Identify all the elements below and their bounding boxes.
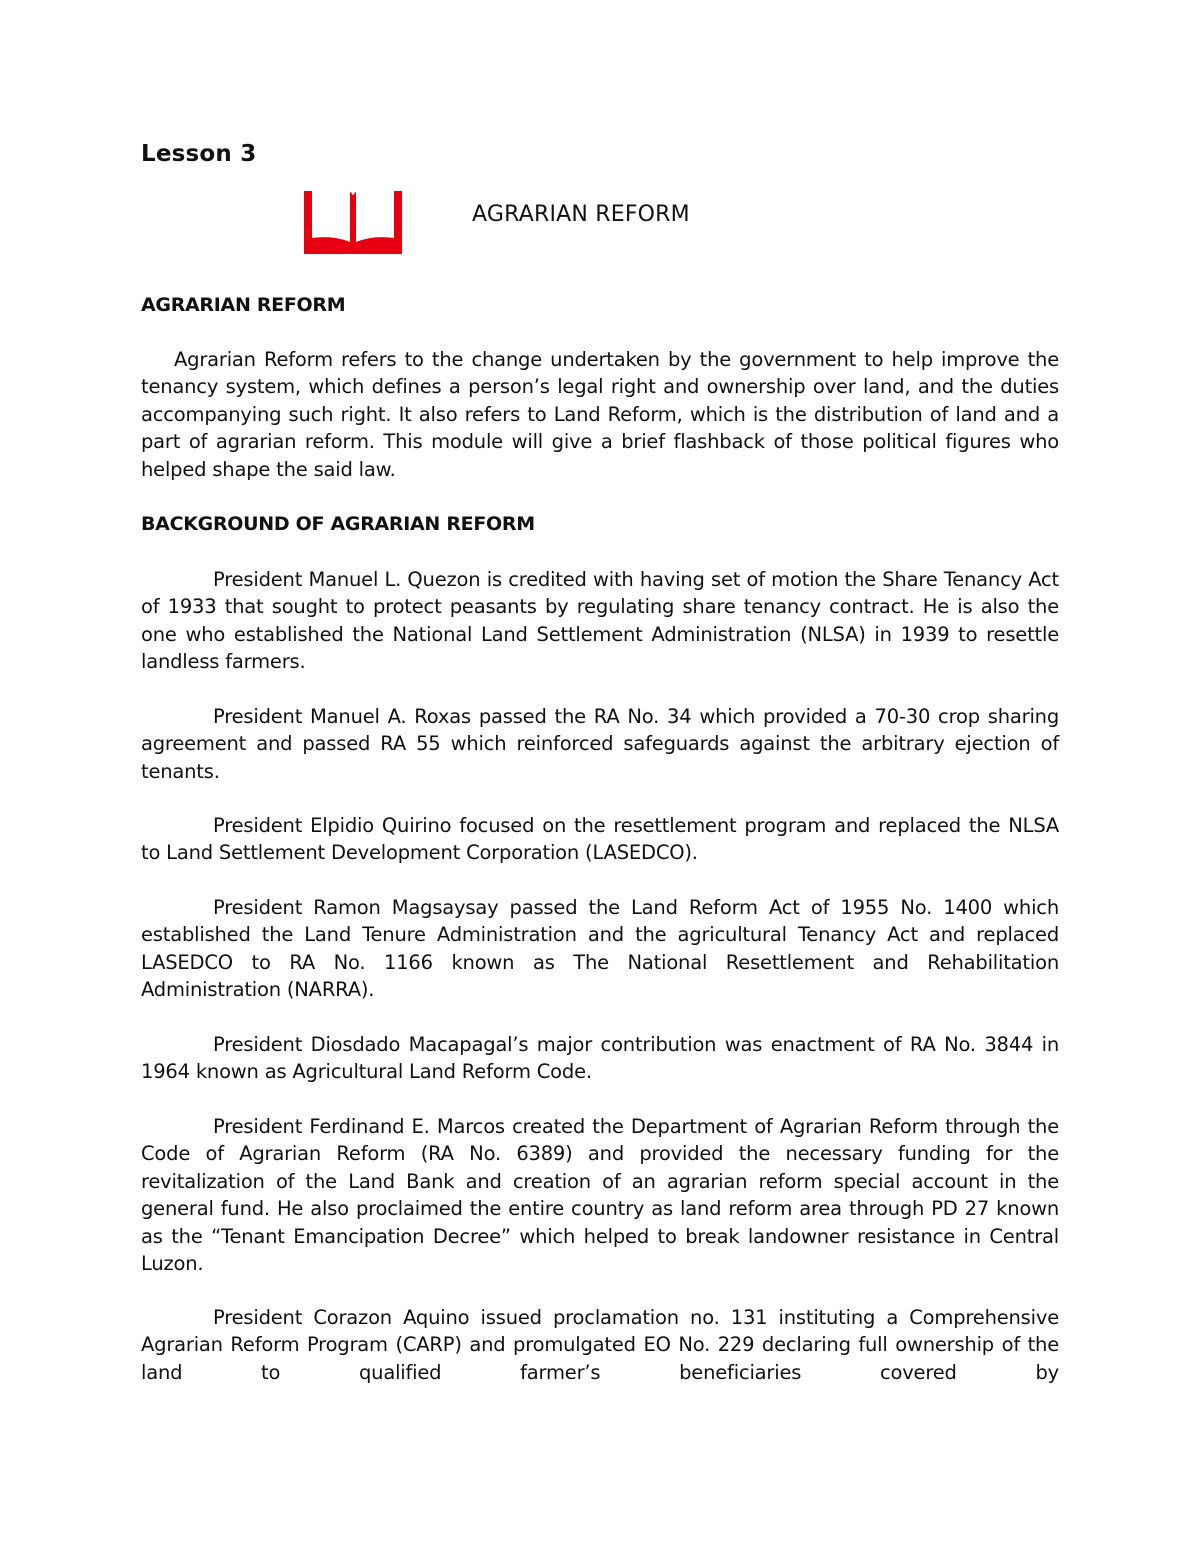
lesson-label: Lesson 3 [141, 141, 257, 167]
paragraph-macapagal: President Diosdado Macapagal’s major contribution was enactment of RA No. 3844 in 1964 known as Agricultural Land Reform Code. [141, 1033, 1059, 1084]
paragraph-magsaysay: President Ramon Magsaysay passed the Land Reform Act of 1955 No. 1400 which established the Land Tenure Administration and the agricultural Tenancy Act and replaced LASEDCO to RA No. 1166 known as The National Resettlement and Rehabilitation Administration (NARRA). [141, 896, 1059, 1002]
paragraph-quirino: President Elpidio Quirino focused on the resettlement program and replaced the NLSA to Land Settlement Development Corporation (LASEDCO). [141, 814, 1059, 865]
paragraph-roxas: President Manuel A. Roxas passed the RA No. 34 which provided a 70-30 crop sharing agreement and passed RA 55 which reinforced safeguards against the arbitrary ejection of tenants. [141, 705, 1059, 783]
section-heading-background: BACKGROUND OF AGRARIAN REFORM [141, 513, 535, 535]
paragraph-marcos: President Ferdinand E. Marcos created the Department of Agrarian Reform through the Code of Agrarian Reform (RA No. 6389) and provided the necessary funding for the revitalization of the Land Bank and creation of an agrarian reform special account in the general fund. He also proclaimed the entire country as land reform area through PD 27 known as the “Tenant Emancipation Decree” which helped to break landowner resistance in Central Luzon. [141, 1115, 1059, 1276]
paragraph-quezon: President Manuel L. Quezon is credited with having set of motion the Share Tenancy Act of 1933 that sought to protect peasants by regulating share tenancy contract. He is also the one who established the National Land Settlement Administration (NLSA) in 1939 to resettle landless farmers. [141, 568, 1059, 674]
paragraph-aquino: President Corazon Aquino issued proclamation no. 131 instituting a Comprehensive Agrarian Reform Program (CARP) and promulgated EO No. 229 declaring full ownership of the land to qualified farmer’s beneficiaries covered by [141, 1306, 1059, 1384]
section-heading-agrarian-reform: AGRARIAN REFORM [141, 294, 346, 316]
intro-paragraph: Agrarian Reform refers to the change undertaken by the government to help improve the tenancy system, which defines a person’s legal right and ownership over land, and the duties accompanying such right. It also refers to Land Reform, which is the distribution of land and a part of agrarian reform. This module will give a brief flashback of those political figures who helped shape the said law. [141, 348, 1059, 481]
open-book-icon [300, 182, 406, 256]
document-title: AGRARIAN REFORM [472, 202, 690, 227]
